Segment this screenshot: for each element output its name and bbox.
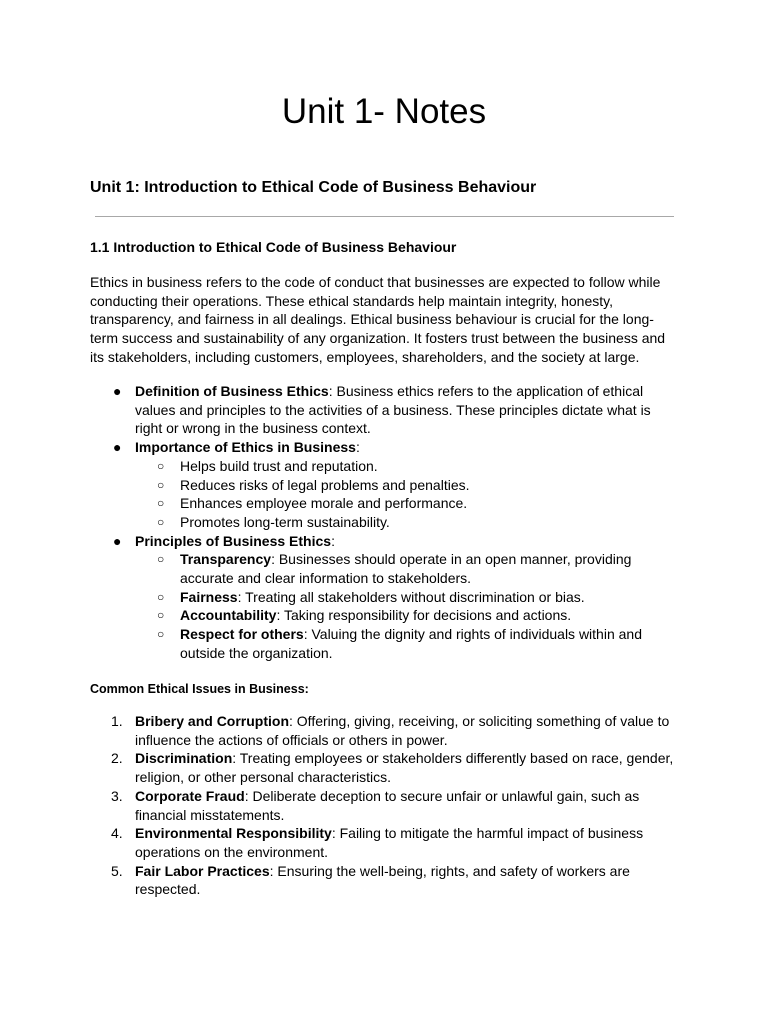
bullet-icon: ● <box>113 532 122 549</box>
bullet-item <box>90 532 680 663</box>
numbered-item <box>90 712 680 749</box>
item-number: 4. <box>111 825 123 842</box>
bullet-icon: ● <box>113 439 122 456</box>
unit-heading: Unit 1: Introduction to Ethical Code of Business Behaviour <box>90 179 537 196</box>
section-heading: 1.1 Introduction to Ethical Code of Business Behaviour <box>90 239 457 255</box>
sub-bullet-text: : Taking responsibility for decisions and actions. <box>276 607 572 624</box>
item-number: 3. <box>111 787 123 804</box>
sub-bullet-item <box>135 476 680 495</box>
issue-text: : Treating employees or stakeholders differently based on race, gender, religion, or other personal characteristics. <box>135 750 674 786</box>
item-number: 2. <box>111 750 123 767</box>
item-number: 1. <box>111 713 123 729</box>
intro-paragraph: Ethics in business refers to the code of conduct that businesses are expected to follow while conducting their operations. These ethical standards help maintain integrity, honesty, transparency, and fairness in all dealings. Ethical business behaviour is crucial for the long-term success and sustainability of any organization. It fosters trust between the business and its stakeholders, including customers, employees, shareholders, and the society at large. <box>90 274 666 365</box>
sub-bullet-item <box>135 606 680 625</box>
circle-bullet-icon: ○ <box>157 608 165 623</box>
sub-bullet-text: Promotes long-term sustainability. <box>180 513 390 530</box>
circle-bullet-icon: ○ <box>157 589 165 604</box>
circle-bullet-icon: ○ <box>157 552 165 567</box>
page-title: Unit 1- Notes <box>281 92 487 131</box>
circle-bullet-icon: ○ <box>157 627 165 642</box>
bullet-item <box>90 382 680 438</box>
sub-bullet-term: Respect for others <box>180 626 304 643</box>
issue-text: : Deliberate deception to secure unfair or unlawful gain, such as financial misstatements. <box>135 787 640 823</box>
ethics-bullet-list <box>90 382 680 663</box>
sub-bullet-term: Accountability <box>180 607 277 624</box>
circle-bullet-icon: ○ <box>157 514 165 529</box>
issue-term: Environmental Responsibility <box>135 825 332 842</box>
sub-bullet-text: Helps build trust and reputation. <box>180 457 378 474</box>
item-number: 5. <box>111 862 123 879</box>
numbered-item <box>90 749 680 786</box>
issue-term: Corporate Fraud <box>135 787 245 804</box>
issue-term: Bribery and Corruption <box>135 713 290 729</box>
bullet-text: : <box>355 439 360 456</box>
sub-bullet-text: : Valuing the dignity and rights of individuals within and outside the organization. <box>180 626 642 661</box>
issue-text: : Ensuring the well-being, rights, and safety of workers are respected. <box>135 862 630 898</box>
issues-heading: Common Ethical Issues in Business: <box>90 682 309 696</box>
bullet-term: Principles of Business Ethics <box>135 532 332 549</box>
issue-text: : Offering, giving, receiving, or soliciting something of value to influence the actions of officials or others in power. <box>135 713 670 748</box>
sub-bullet-item <box>135 550 680 587</box>
sub-bullet-text: : Businesses should operate in an open manner, providing accurate and clear information to stakeholders. <box>180 551 632 587</box>
sub-bullet-term: Transparency <box>180 551 272 568</box>
issue-term: Discrimination <box>135 750 233 767</box>
sub-bullet-text: : Treating all stakeholders without discrimination or bias. <box>237 588 585 605</box>
bullet-text: : Business ethics refers to the application of ethical values and principles to the activities of a business. These principles dictate what is right or wrong in the business context. <box>135 383 651 437</box>
numbered-item <box>90 824 680 861</box>
sub-bullet-item <box>135 625 680 662</box>
sub-bullet-item <box>135 457 680 476</box>
bullet-icon: ● <box>113 383 122 399</box>
bullet-item <box>90 438 680 532</box>
circle-bullet-icon: ○ <box>157 496 165 511</box>
numbered-item <box>90 787 680 824</box>
sub-bullet-term: Fairness <box>180 588 238 605</box>
horizontal-divider <box>95 216 674 217</box>
numbered-item <box>90 862 680 899</box>
sub-bullet-item <box>135 513 680 532</box>
bullet-term: Importance of Ethics in Business <box>135 439 356 456</box>
issues-numbered-list <box>90 712 680 899</box>
sub-bullet-list <box>135 457 680 532</box>
sub-bullet-text: Reduces risks of legal problems and penalties. <box>180 476 470 493</box>
sub-bullet-item <box>135 494 680 513</box>
circle-bullet-icon: ○ <box>157 477 165 492</box>
circle-bullet-icon: ○ <box>157 458 165 473</box>
sub-bullet-list <box>135 550 680 662</box>
bullet-term: Definition of Business Ethics <box>135 383 329 399</box>
issue-term: Fair Labor Practices <box>135 862 270 879</box>
sub-bullet-text: Enhances employee morale and performance. <box>180 495 468 512</box>
bullet-text: : <box>331 532 335 549</box>
sub-bullet-item <box>135 588 680 607</box>
issue-text: : Failing to mitigate the harmful impact of business operations on the environment. <box>135 825 644 860</box>
